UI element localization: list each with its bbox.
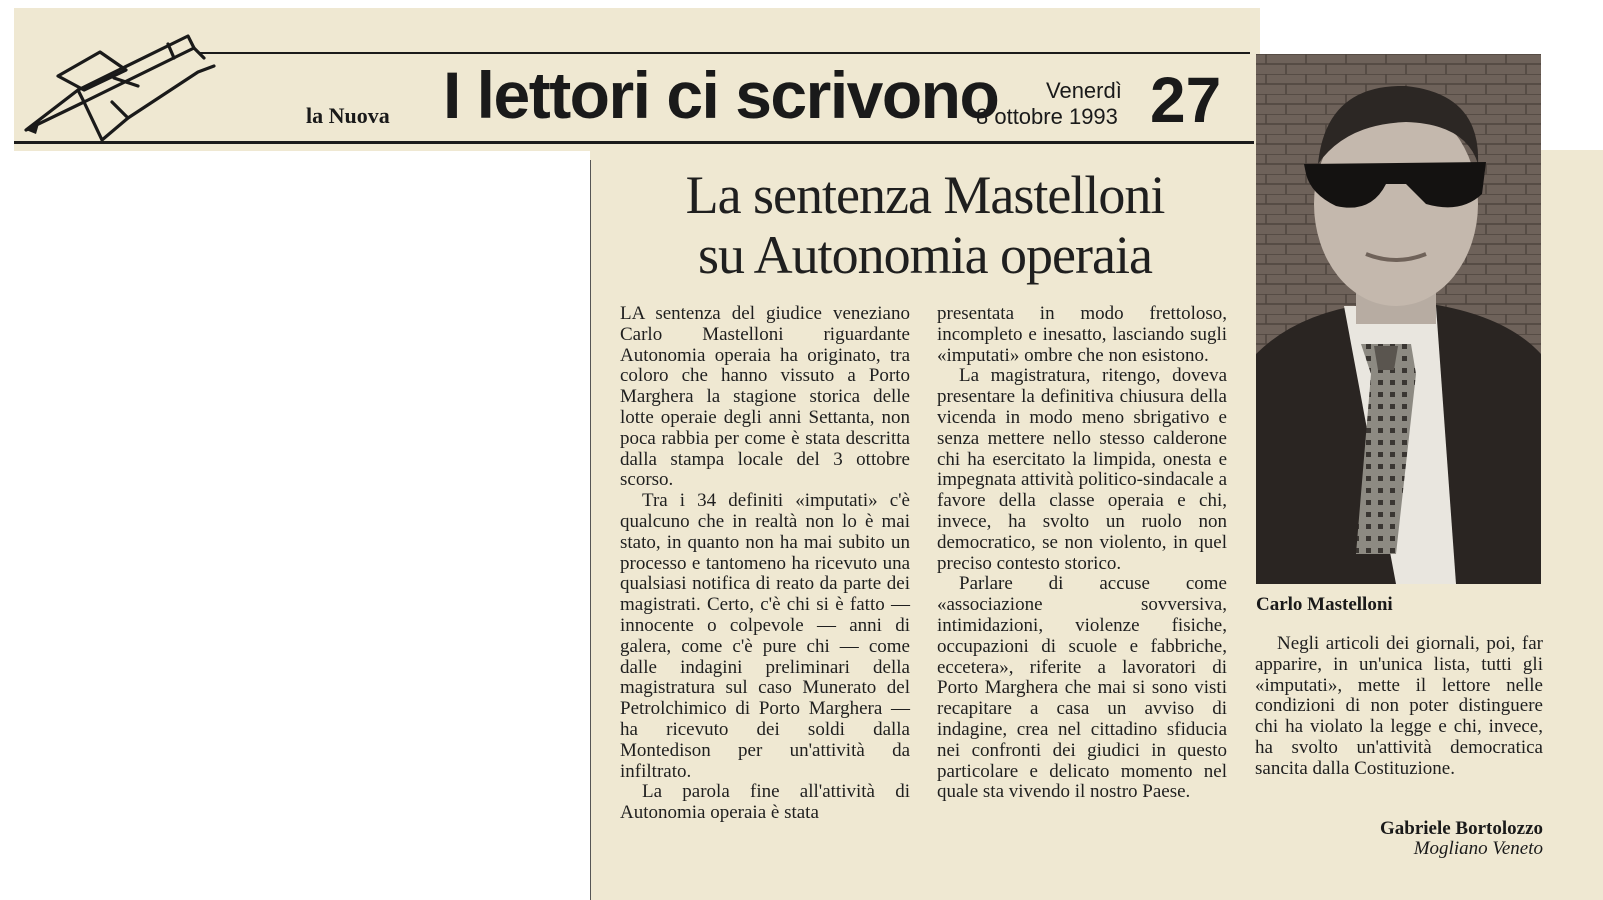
paragraph: presentata in modo frettoloso, incompleto e inesatto, lasciando sugli «imputati» ombre che non esistono. — [937, 303, 1227, 366]
article-headline — [620, 165, 1230, 285]
masthead-top-rule — [200, 52, 1250, 54]
article-column-2 — [937, 304, 1227, 803]
portrait-photo — [1256, 54, 1541, 584]
newspaper-brand: la Nuova — [306, 103, 390, 128]
column-left-border — [590, 160, 591, 900]
paragraph: Negli articoli dei giornali, poi, far apparire, in un'unica lista, tutti gli «imputati», mette il lettore nelle condizioni di non poter distinguere chi ha violato la legge e chi, invece, ha svolto un'attività democratica sancita dalla Costituzione. — [1255, 633, 1543, 779]
paragraph: Tra i 34 definiti «imputati» c'è qualcuno che in realtà non lo è mai stato, in quanto non ha mai subito un processo e tantomeno ha ricevuto una qualsiasi notifica di reato da parte dei magistrati. Certo, c'è chi si è fatto — innocente o colpevole — anni di galera, come c'è pure chi — come dalle indagini preliminari della magistratura sul caso Munerato del Petrolchimico di Porto Marghera — ha ricevuto dei soldi dalla Montedison per un'attività da infiltrato. — [620, 490, 910, 782]
author-location: Mogliano Veneto — [1413, 838, 1543, 859]
paragraph: La magistratura, ritengo, doveva presentare la definitiva chiusura della vicenda in modo meno sbrigativo e senza mettere nello stesso calderone chi ha esercitato la limpida, onesta e impegnata attività politico-sindacale a favore della classe operaia e chi, invece, ha svolto un ruolo non democratico, se non violento, in quel preciso contesto storico. — [937, 365, 1227, 574]
headline-line-1: La sentenza Mastelloni — [685, 165, 1165, 225]
author-signature: Gabriele Bortolozzo — [1379, 818, 1543, 839]
photo-caption: Carlo Mastelloni — [1256, 594, 1393, 615]
section-title: I lettori ci scrivono — [443, 58, 999, 132]
headline-line-2: su Autonomia operaia — [698, 225, 1152, 285]
issue-day: Venerdì — [1046, 78, 1122, 103]
article-column-1 — [620, 304, 910, 824]
page-number: 27 — [1150, 64, 1222, 136]
paragraph: LA sentenza del giudice veneziano Carlo Mastelloni riguardante Autonomia operaia ha originato, tra coloro che hanno vissuto a Porto Marghera la stagione storica delle lotte operaie degli anni Settanta, non poca rabbia per come è stata descritta dalla stampa locale del 3 ottobre scorso. — [620, 303, 910, 491]
portrait-image — [1256, 54, 1541, 584]
article-column-3 — [1255, 634, 1543, 780]
quill-pen-icon — [18, 22, 218, 148]
paragraph: Parlare di accuse come «associazione sovversiva, intimidazioni, violenze fisiche, occupazioni di scuole e fabbriche, eccetera», riferite a lavoratori di Porto Marghera che mai si sono visti recapitare a casa un avviso di indagine, crea nel cittadino sfiducia nei confronti dei giudici in questo particolare e delicato momento nel quale sta vivendo il nostro Paese. — [937, 573, 1227, 803]
issue-date: 8 ottobre 1993 — [976, 104, 1118, 129]
paragraph: La parola fine all'attività di Autonomia operaia è stata — [620, 781, 910, 824]
